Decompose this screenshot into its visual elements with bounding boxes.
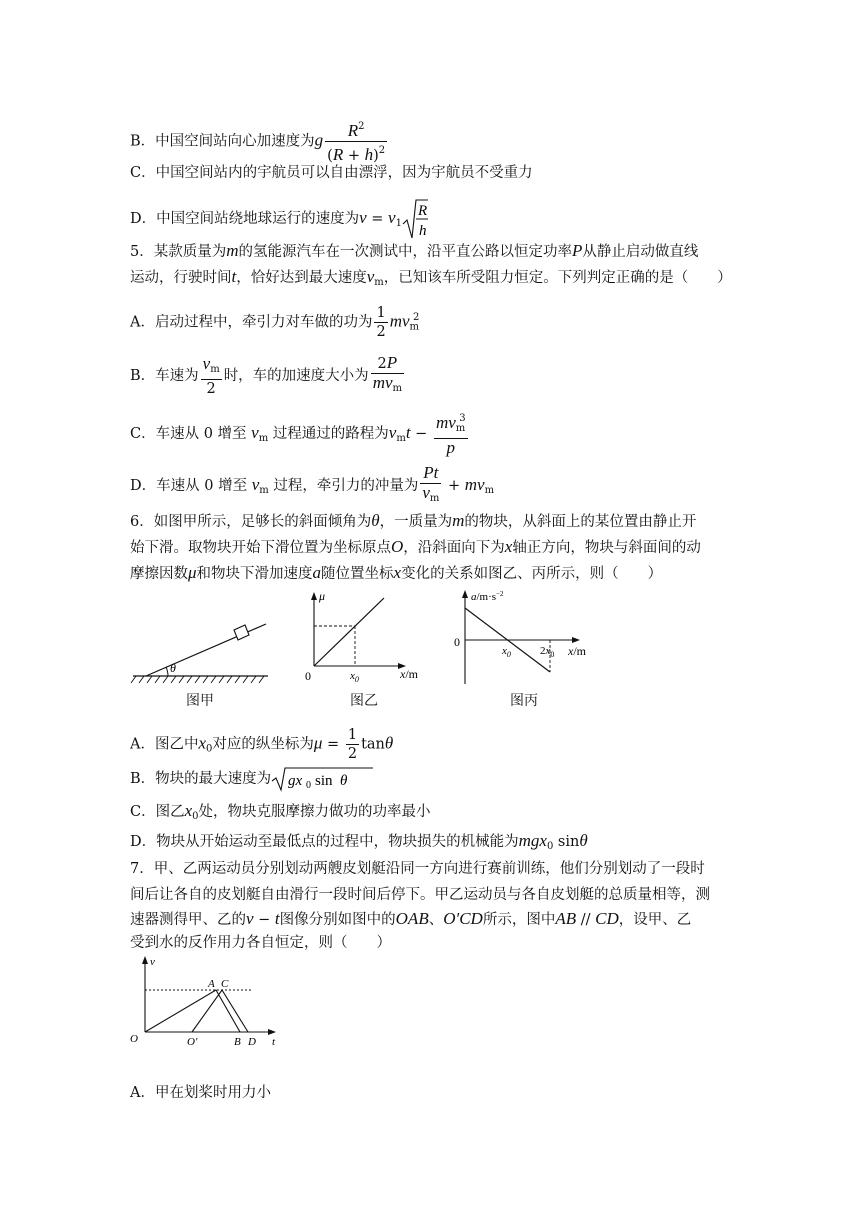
svg-text:O′: O′ (187, 1036, 198, 1048)
q6-option-a[interactable]: A．图乙中$x_0$对应的纵坐标为μ = $\frac{1}{2}$ tanθ (130, 727, 394, 762)
q5-option-a[interactable]: A．启动过程中，牵引力对车做的功为 $\frac{1}{2}$ $mv_m^2$ (130, 305, 420, 340)
q5-option-c[interactable]: C．车速从 0 增至 $v_m$ 过程通过的路程为$v_mt$ − $\frac{mv_m^3}{p}$ (130, 410, 470, 458)
svg-text:O: O (130, 1033, 138, 1045)
q6-option-c[interactable]: C．图乙$x_0$处，物块克服摩擦力做功的功率最小 (130, 801, 431, 822)
q4-option-b[interactable]: B．中国空间站向心加速度为g $\frac{R^2}{(R + h)^2}$ (130, 118, 389, 165)
q7-stem-line2: 间后让各自的皮划艇自由滑行一段时间后停下。甲乙运动员与各自皮划艇的总质量相等，测 (130, 887, 710, 903)
svg-text:x/m: x/m (400, 667, 418, 681)
q5-option-b[interactable]: B．车速为 $\frac{v_m}{2}$ 时，车的加速度大小为 $\frac{2P}{mv_m}$ (130, 353, 402, 397)
svg-text:B: B (234, 1036, 241, 1048)
svg-text:h: h (418, 223, 427, 239)
caption-jia: 图甲 (186, 693, 214, 709)
svg-text:x/m: x/m (568, 644, 586, 658)
svg-text:x0: $x_0$ (502, 645, 511, 659)
sqrt-sign (402, 198, 428, 240)
figure-v-t (128, 952, 288, 1052)
svg-text:C: C (221, 978, 229, 990)
svg-text:θ: θ (170, 661, 176, 675)
svg-text:A: A (208, 978, 215, 990)
q7-stem-line4: 受到水的反作用力各自恒定，则（ ） (130, 935, 391, 951)
figure-a-x (450, 584, 600, 688)
q6-option-b[interactable]: B．物块的最大速度为 gx 0 sin θ (130, 766, 373, 792)
q7-stem-line3: 速器测得甲、乙的v − t图像分别如图中的OAB、O′CD所示，图中AB // CD，设甲、乙 (130, 909, 692, 928)
sqrt-sign (271, 766, 373, 792)
svg-text:0: 0 (306, 780, 312, 791)
q7-stem-line1: 7．甲、乙两运动员分别划动两艘皮划艇沿同一方向进行赛前训练，他们分别划动了一段时 (130, 861, 705, 877)
q7-option-a[interactable]: A．甲在划桨时用力小 (130, 1085, 271, 1101)
q6-stem-line1: 6．如图甲所示，足够长的斜面倾角为θ，一质量为m的物块，从斜面上的某位置由静止开 (130, 511, 697, 530)
svg-text:θ: θ (340, 773, 348, 789)
svg-text:μ: μ (319, 589, 326, 603)
fraction: $\frac{R^2}{(R + h)^2}$ (325, 118, 387, 165)
figure-mu-x (296, 586, 426, 686)
svg-text:0: 0 (454, 635, 460, 649)
svg-text:0: 0 (305, 669, 311, 683)
q5-stem-line1: 5．某款质量为m的氢能源汽车在一次测试中，沿平直公路以恒定功率P从静止启动做直线 (130, 241, 699, 260)
q5-option-d[interactable]: D．车速从 0 增至 $v_m$ 过程，牵引力的冲量为 $\frac{Pt}{v_m}$ + $mv_m$ (130, 463, 495, 504)
svg-text:gx: gx (288, 773, 303, 789)
svg-text:D: D (248, 1036, 256, 1048)
q4-option-d[interactable]: D．中国空间站绕地球运行的速度为$v = v_1$ R h (130, 198, 428, 240)
figure-incline (128, 610, 273, 685)
svg-text:a/m·s−2: $a/m\cdot s^{-2}$ (471, 590, 504, 603)
q6-option-d[interactable]: D．物块从开始运动至最低点的过程中，物块损失的机械能为mgx$_0$ sinθ (130, 831, 588, 852)
svg-text:x0: $x_0$ (350, 670, 359, 684)
q6-stem-line3: 摩擦因数μ和物块下滑加速度a随位置坐标x变化的关系如图乙、丙所示，则（ ） (130, 563, 663, 582)
caption-bing: 图丙 (510, 693, 538, 709)
q5-stem-line2: 运动，行驶时间t，恰好达到最大速度$v_m$，已知该车所受阻力恒定。下列判定正确的是（ ） (130, 267, 732, 288)
svg-text:2x0: $2x_0$ (540, 645, 555, 659)
svg-text:t: t (272, 1036, 276, 1048)
svg-text:v: v (150, 956, 155, 968)
svg-text:R: R (417, 203, 428, 219)
caption-yi: 图乙 (350, 693, 378, 709)
q4-option-c[interactable]: C．中国空间站内的宇航员可以自由漂浮，因为宇航员不受重力 (130, 165, 533, 181)
q6-stem-line2: 始下滑。取物块开始下滑位置为坐标原点O，沿斜面向下为x轴正方向，物块与斜面间的动 (130, 537, 701, 556)
svg-text:sin: sin (315, 773, 333, 789)
